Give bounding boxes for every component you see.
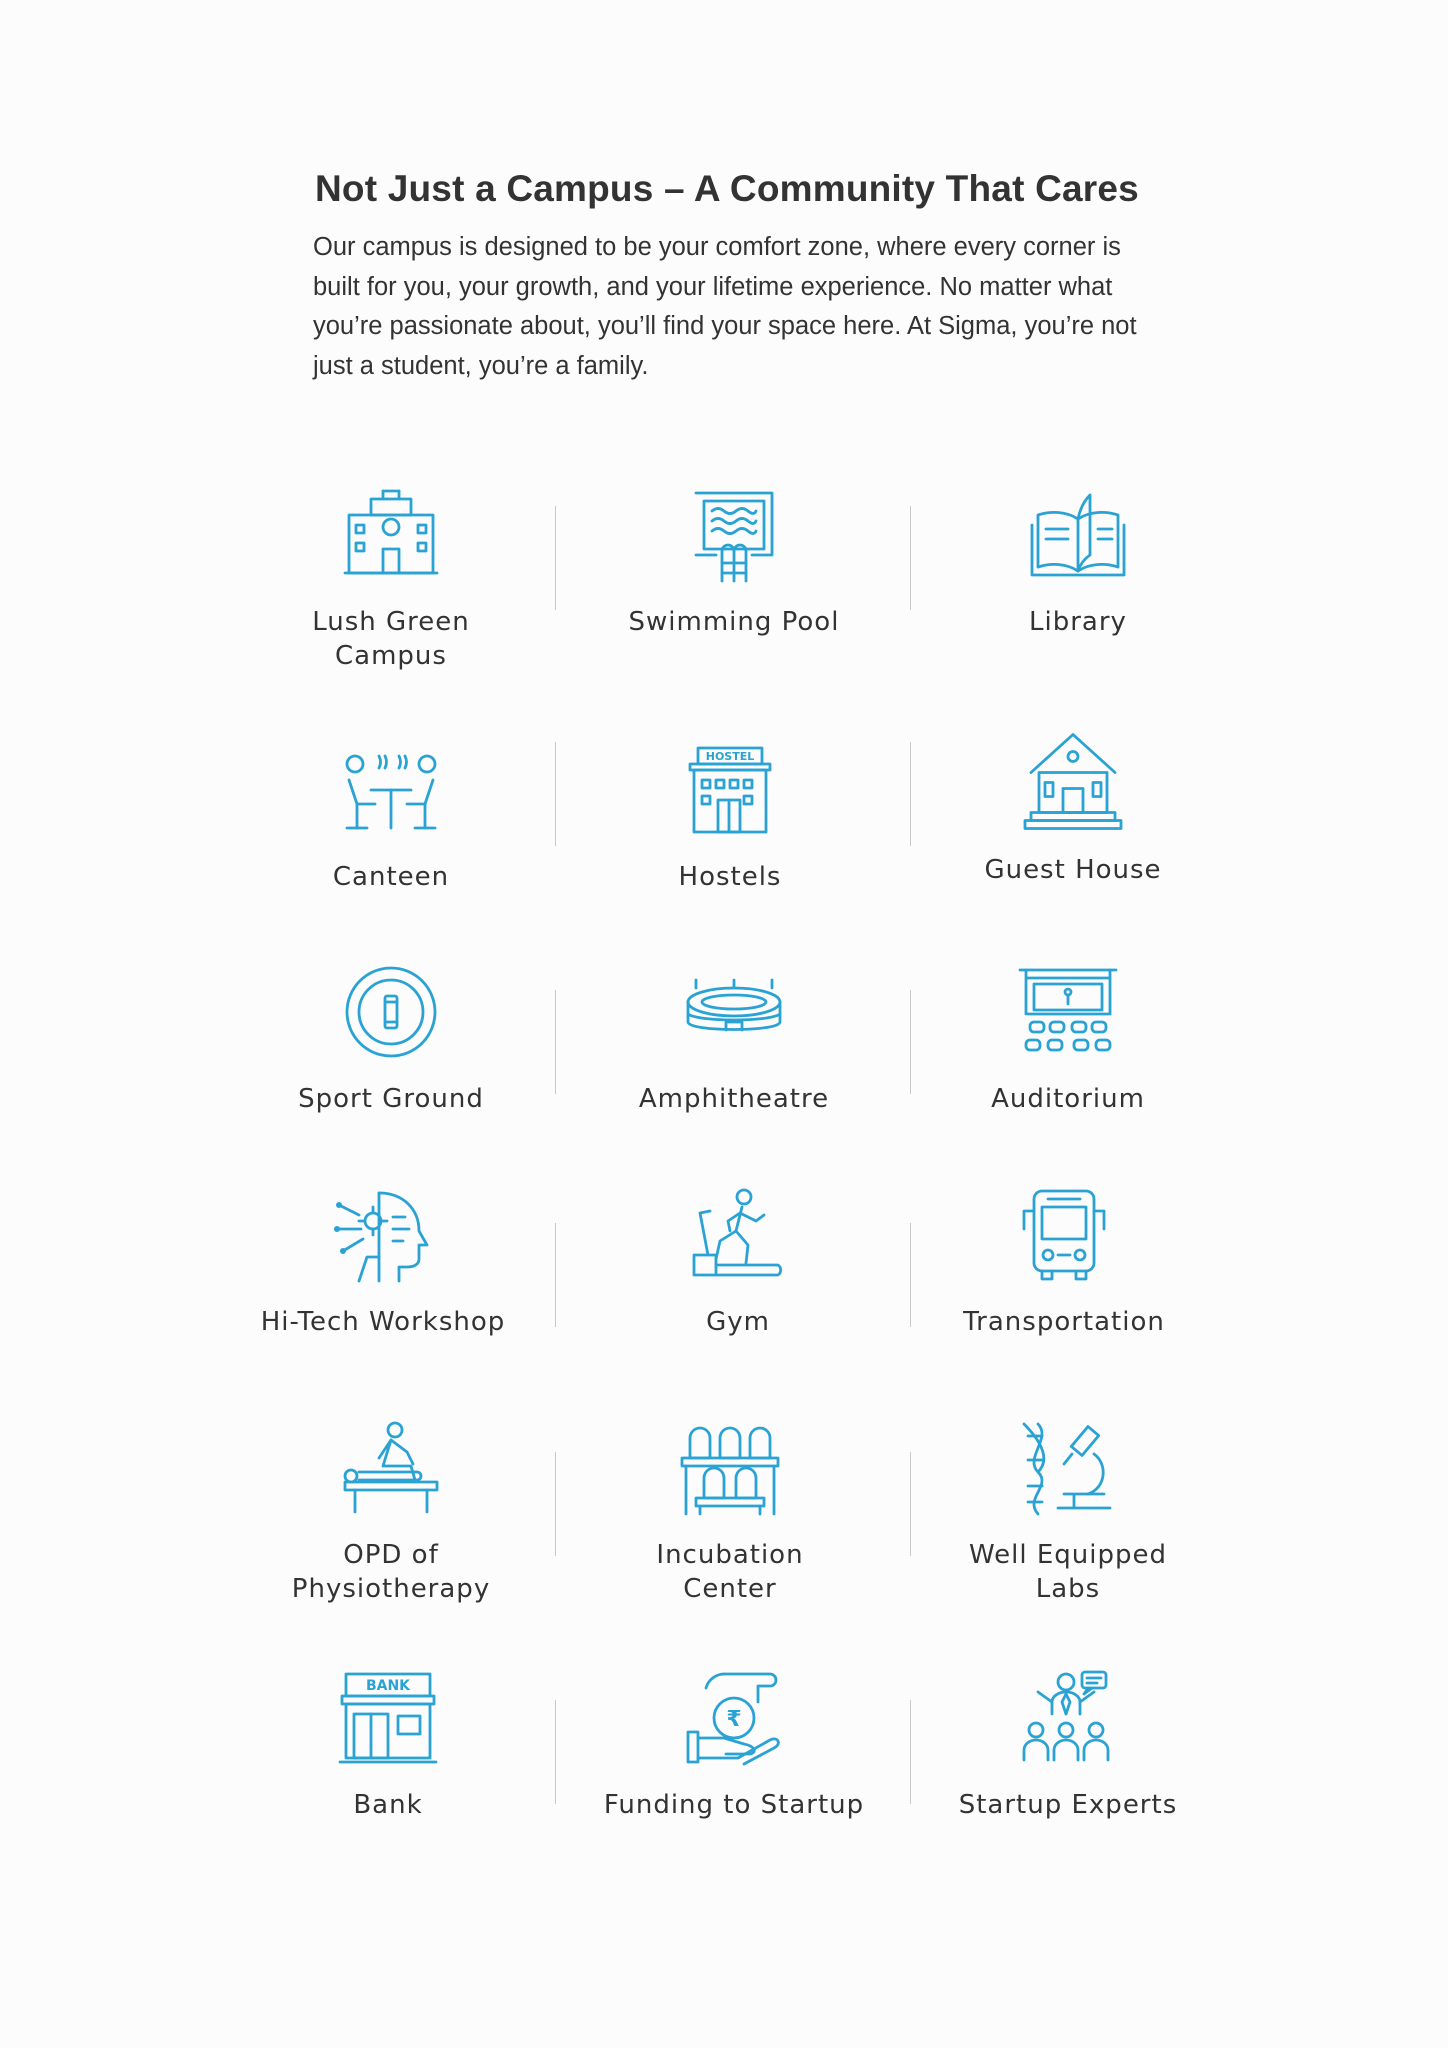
tech-head-icon: [333, 1185, 433, 1285]
divider: [910, 506, 911, 610]
svg-text:BANK: BANK: [365, 1678, 411, 1694]
facility-label: Transportation: [963, 1307, 1165, 1337]
facility-sport-ground: [241, 962, 541, 1116]
facility-label: Swimming Pool: [628, 607, 840, 637]
facility-label: Auditorium: [991, 1084, 1145, 1114]
facility-label: Library: [1029, 607, 1127, 637]
facility-label: Startup Experts: [958, 1790, 1178, 1820]
seats-icon: [680, 1418, 780, 1518]
facility-bank: [238, 1668, 538, 1822]
divider: [910, 1223, 911, 1327]
divider: [555, 1223, 556, 1327]
facility-label: Lush Green Campus: [312, 607, 470, 671]
facility-guest-house: [923, 727, 1223, 887]
facility-label: Incubation Center: [656, 1540, 804, 1604]
facility-label: Sport Ground: [298, 1084, 484, 1114]
facility-auditorium: [918, 962, 1218, 1116]
facility-startup-experts: [918, 1668, 1218, 1822]
swimming-pool-icon: [684, 485, 784, 585]
facility-label: Well Equipped Labs: [968, 1540, 1168, 1604]
divider: [910, 1700, 911, 1804]
divider: [555, 506, 556, 610]
facility-label: Canteen: [332, 862, 450, 892]
house-icon: [1023, 727, 1123, 840]
facility-swimming-pool: [584, 485, 884, 639]
canteen-table-icon: [341, 740, 441, 840]
bus-icon: [1014, 1185, 1114, 1285]
facility-label: Bank: [353, 1790, 423, 1820]
facility-library: [928, 485, 1228, 639]
auditorium-icon: [1018, 962, 1118, 1062]
divider: [555, 990, 556, 1094]
hostel-building-icon: [680, 740, 780, 840]
physiotherapy-icon: [341, 1418, 441, 1518]
facility-gym: [588, 1185, 888, 1339]
sport-ground-icon: [341, 962, 441, 1062]
svg-text:HOSTEL: HOSTEL: [705, 750, 755, 763]
facility-funding-startup: [584, 1668, 884, 1822]
facility-label: OPD of Physiotherapy: [291, 1540, 491, 1604]
divider: [555, 1452, 556, 1556]
divider: [555, 742, 556, 846]
campus-building-icon: [341, 485, 441, 585]
open-book-icon: [1028, 485, 1128, 585]
divider: [555, 1700, 556, 1804]
stadium-icon: [684, 962, 784, 1062]
facility-label: Hi-Tech Workshop: [260, 1307, 506, 1337]
facility-opd-physiotherapy: [241, 1418, 541, 1606]
divider: [910, 1452, 911, 1556]
facility-label: Gym: [706, 1307, 770, 1337]
experts-team-icon: [1018, 1668, 1118, 1768]
divider: [910, 990, 911, 1094]
treadmill-icon: [688, 1185, 788, 1285]
facility-label: Amphitheatre: [638, 1084, 830, 1114]
facility-label: Funding to Startup: [603, 1790, 865, 1820]
facility-hi-tech-workshop: [233, 1185, 533, 1339]
facility-amphitheatre: [584, 962, 884, 1116]
svg-text:₹: ₹: [726, 1707, 742, 1732]
facility-hostels: [580, 740, 880, 894]
facility-canteen: [241, 740, 541, 894]
bank-icon: [338, 1668, 438, 1768]
facility-incubation-center: [580, 1418, 880, 1606]
facility-transportation: [914, 1185, 1214, 1339]
rupee-hand-icon: [684, 1668, 784, 1768]
divider: [910, 742, 911, 846]
facility-label: Guest House: [984, 855, 1162, 885]
page-title: Not Just a Campus – A Community That Cares: [315, 168, 1139, 209]
microscope-dna-icon: [1018, 1418, 1118, 1518]
intro-paragraph: Our campus is designed to be your comfort zone, where every corner is built for you, your growth, and your lifetime experience. No matter what you’re passionate about, you’ll find your space here. At Sigma, you’re not just a student, you’re a family.: [313, 233, 1137, 380]
facility-label: Hostels: [678, 862, 782, 892]
facility-well-equipped-labs: [918, 1418, 1218, 1606]
facility-lush-green-campus: [241, 485, 541, 673]
